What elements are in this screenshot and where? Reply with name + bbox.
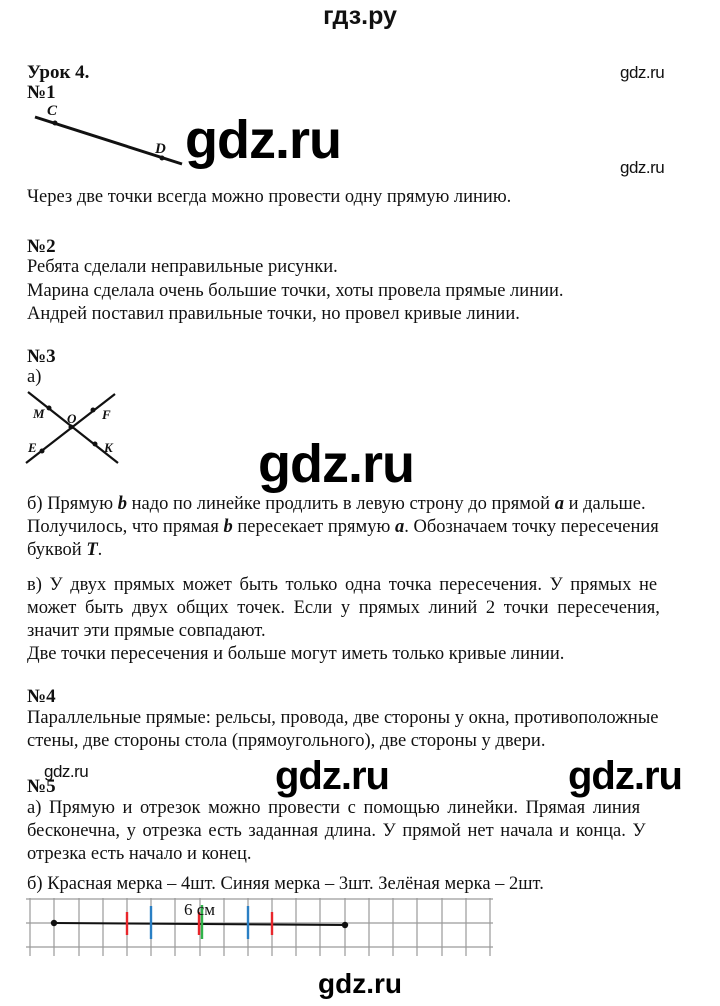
svg-text:O: O <box>67 411 77 426</box>
task3-part-b-line2 <box>27 516 695 540</box>
line-cd-figure <box>25 100 190 170</box>
task4-line: Параллельные прямые: рельсы, провода, две стороны у окна, противоположные <box>27 708 659 728</box>
task-number: №3 <box>27 346 56 367</box>
task2-line: Андрей поставил правильные точки, но провел кривые линии. <box>27 304 520 324</box>
var-t: T <box>86 540 98 560</box>
text: . Обозначаем точку пересечения <box>404 517 659 537</box>
svg-text:C: C <box>47 103 58 119</box>
svg-text:F: F <box>102 407 111 422</box>
footer-watermark: gdz.ru <box>318 968 402 999</box>
task3-part-c-line: Две точки пересечения и больше могут иметь только кривые линии. <box>27 644 565 664</box>
task1-text: Через две точки всегда можно провести одну прямую линию. <box>27 187 512 207</box>
text: и дальше. <box>563 494 646 514</box>
task3-part-b-line3 <box>27 539 695 563</box>
task5-part-a-line: а) Прямую и отрезок можно провести с помощью линейки. Прямая линия <box>27 798 641 818</box>
part-a-label: а) <box>27 367 42 387</box>
watermark-big: gdz.ru <box>185 110 341 170</box>
watermark-big: gdz.ru <box>275 754 389 798</box>
task3-part-c-line: может быть двух общих точек. Если у прямых линий 2 точки пересечения, <box>27 598 660 618</box>
text: пересекает прямую <box>232 517 395 537</box>
task5-part-b: б) Красная мерка – 4шт. Синяя мерка – 3шт. Зелёная мерка – 2шт. <box>27 874 544 894</box>
var-b: b <box>117 494 127 514</box>
task4-line: стены, две стороны стола (прямоугольного), две стороны у двери. <box>27 731 546 751</box>
task-number: №5 <box>27 776 56 797</box>
lesson-title: Урок 4. <box>27 62 90 83</box>
watermark-big: gdz.ru <box>258 434 414 494</box>
text: буквой <box>27 540 87 560</box>
var-a: a <box>394 517 405 537</box>
text: б) Прямую <box>27 494 118 514</box>
watermark: gdz.ru <box>620 63 665 82</box>
watermark: gdz.ru <box>620 158 665 177</box>
site-title[interactable]: гдз.ру <box>323 2 397 30</box>
var-a: a <box>554 494 564 514</box>
task5-part-a-line: бесконечна, у отрезка есть заданная длина. У прямой нет начала и конца. У <box>27 821 646 841</box>
segment-grid-figure <box>0 893 500 958</box>
task3-part-c-line: значит эти прямые совпадают. <box>27 621 266 641</box>
task-number: №4 <box>27 686 56 707</box>
svg-text:D: D <box>155 141 166 157</box>
svg-text:E: E <box>28 440 37 455</box>
svg-text:M: M <box>33 406 45 421</box>
svg-text:K: K <box>104 440 113 455</box>
segment-length-label: 6 см <box>184 900 216 919</box>
intersecting-lines-figure <box>22 390 152 470</box>
text: надо по линейке продлить в левую строну до прямой <box>126 494 555 514</box>
watermark-big: gdz.ru <box>568 754 682 798</box>
task-number: №1 <box>27 82 56 103</box>
task2-line: Марина сделала очень большие точки, хоты провела прямые линии. <box>27 281 564 301</box>
var-b: b <box>223 517 233 537</box>
task-number: №2 <box>27 236 56 257</box>
watermark: gdz.ru <box>44 762 89 781</box>
task5-part-a-line: отрезка есть начало и конец. <box>27 844 252 864</box>
task3-part-c-line: в) У двух прямых может быть только одна точка пересечения. У прямых не <box>27 575 658 595</box>
task3-part-b-line1 <box>27 493 695 517</box>
text: Получилось, что прямая <box>27 517 224 537</box>
text: . <box>97 540 103 560</box>
task2-line: Ребята сделали неправильные рисунки. <box>27 257 338 277</box>
